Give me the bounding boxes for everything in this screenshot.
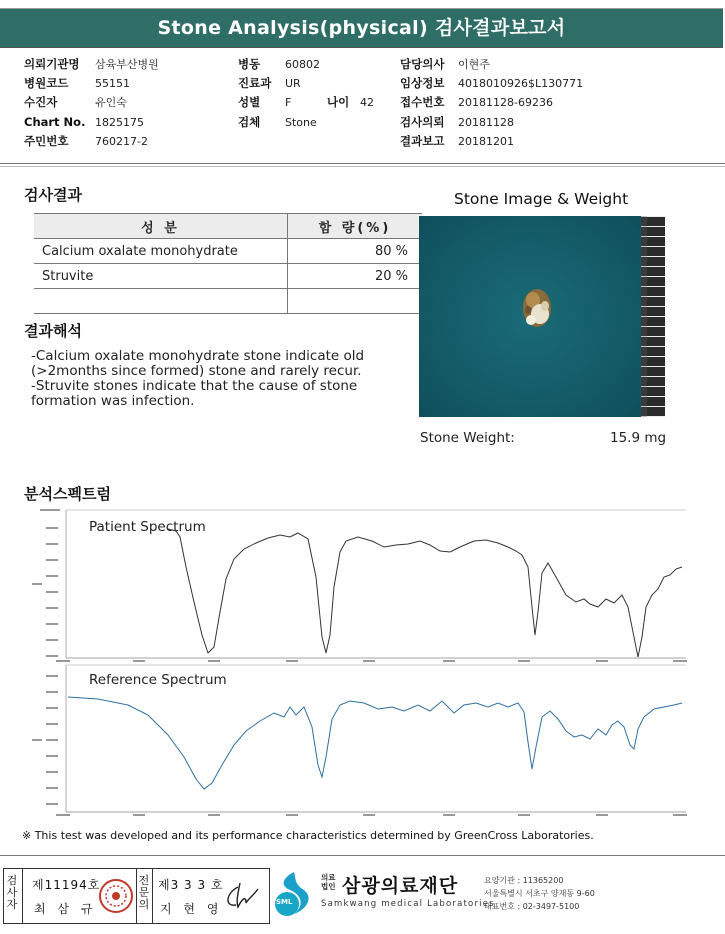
org-name: 삼광의료재단: [342, 875, 459, 897]
interpretation-line: -Struvite stones indicate that the cause of stone: [31, 378, 358, 394]
stone-photo: [419, 216, 665, 417]
interpretation-line: -Calcium oxalate monohydrate stone indicate old: [31, 348, 365, 364]
row-content: 80 %: [288, 239, 423, 264]
sml-logo-text: SML: [276, 898, 293, 906]
info-value: 42: [360, 96, 374, 109]
inspector-label: 검사자: [6, 874, 18, 911]
table-header-row: [34, 214, 422, 239]
info-value: 20181128: [458, 116, 514, 129]
org-info: [484, 874, 595, 913]
info-label: 성별: [238, 95, 261, 109]
sml-logo-icon: [272, 870, 316, 918]
header-component: 성 분: [34, 214, 288, 239]
scale-ruler: [641, 216, 665, 417]
seal-stamp: [98, 878, 134, 914]
info-label: 접수번호: [400, 95, 445, 109]
info-label: 병원코드: [24, 76, 69, 90]
info-value: 이현주: [458, 58, 490, 71]
divider: [0, 163, 725, 164]
divider: [0, 855, 725, 856]
info-value: UR: [285, 77, 301, 90]
info-label: 검사의뢰: [400, 115, 445, 129]
footnote: ※ This test was developed and its performance characteristics determined by GreenCross Laboratories.: [22, 829, 594, 842]
info-value: 55151: [95, 77, 130, 90]
spectrum-panel: [28, 507, 693, 819]
info-label: 병동: [238, 57, 261, 71]
patient-spectrum-label: Patient Spectrum: [89, 519, 206, 535]
row-content: [288, 289, 423, 314]
report-title-bar: [0, 8, 723, 48]
info-label: 담당의사: [400, 57, 445, 71]
info-value: 4018010926$L130771: [458, 77, 584, 90]
info-label: Chart No.: [24, 115, 86, 129]
inspector-name: 최 삼 규: [34, 902, 97, 916]
info-value: 1825175: [95, 116, 144, 129]
interpretation-text: [31, 349, 401, 409]
org-info-line: 서울특별시 서초구 양재동 9-60: [484, 889, 595, 898]
interpretation-title: 결과해석: [24, 322, 82, 340]
report-title: Stone Analysis(physical) 검사결과보고서: [157, 17, 566, 39]
signature-mark: [222, 879, 262, 913]
info-label: 진료과: [238, 76, 272, 90]
specialist-label: 전문의: [138, 874, 150, 911]
org-info-line: 요양기관 : 11365200: [484, 876, 564, 885]
specialist-number: 제3 3 3 호: [158, 878, 224, 892]
info-value: 60802: [285, 58, 320, 71]
cell-divider: [152, 869, 153, 923]
info-value: 유인숙: [95, 96, 127, 109]
signature-box: [3, 868, 270, 924]
info-value: 삼육부산병원: [95, 58, 159, 71]
org-info-line: 대표번호 : 02-3497-5100: [484, 902, 580, 911]
inspector-number: 제11194호: [32, 878, 101, 892]
table-row: [34, 264, 422, 289]
info-value: 20181201: [458, 135, 514, 148]
divider: [0, 166, 725, 167]
reference-spectrum-label: Reference Spectrum: [89, 672, 227, 688]
info-label: 검체: [238, 115, 261, 129]
info-label: 임상정보: [400, 76, 445, 90]
header-content: 함 량(%): [288, 214, 423, 239]
table-row: [34, 239, 422, 264]
stone-image: [419, 216, 665, 417]
table-row: [34, 289, 422, 314]
stone-weight-value: 15.9 mg: [610, 430, 667, 446]
row-component: Calcium oxalate monohydrate: [34, 239, 288, 264]
interpretation-line: formation was infection.: [31, 393, 195, 409]
info-value: 760217-2: [95, 135, 148, 148]
spectrum-title: 분석스펙트럼: [24, 485, 111, 503]
spectrum-graphs: [28, 507, 693, 819]
cell-divider: [22, 869, 23, 923]
row-component: [34, 289, 288, 314]
info-label: 의뢰기관명: [24, 57, 80, 71]
results-table: [34, 213, 422, 314]
patient-info: [0, 52, 725, 152]
info-value: Stone: [285, 116, 317, 129]
patient-spectrum-line: [168, 529, 682, 657]
org-english: Samkwang medical Laboratories: [321, 899, 495, 909]
info-value: 20181128-69236: [458, 96, 553, 109]
specialist-name: 지 현 영: [160, 902, 223, 916]
info-label: 수진자: [24, 95, 58, 109]
row-content: 20 %: [288, 264, 423, 289]
interpretation-line: (>2months since formed) stone and rarely recur.: [31, 363, 362, 379]
info-label: 결과보고: [400, 134, 445, 148]
stone-weight-label: Stone Weight:: [420, 430, 515, 446]
row-component: Struvite: [34, 264, 288, 289]
info-label: 나이: [327, 95, 350, 109]
info-label: 주민번호: [24, 134, 69, 148]
info-value: F: [285, 96, 292, 109]
stone-image-title: Stone Image & Weight: [454, 190, 629, 208]
results-title: 검사결과: [24, 186, 82, 204]
org-prefix: 의료법인: [321, 873, 336, 891]
reference-spectrum-line: [68, 697, 682, 789]
cell-divider: [136, 869, 137, 923]
